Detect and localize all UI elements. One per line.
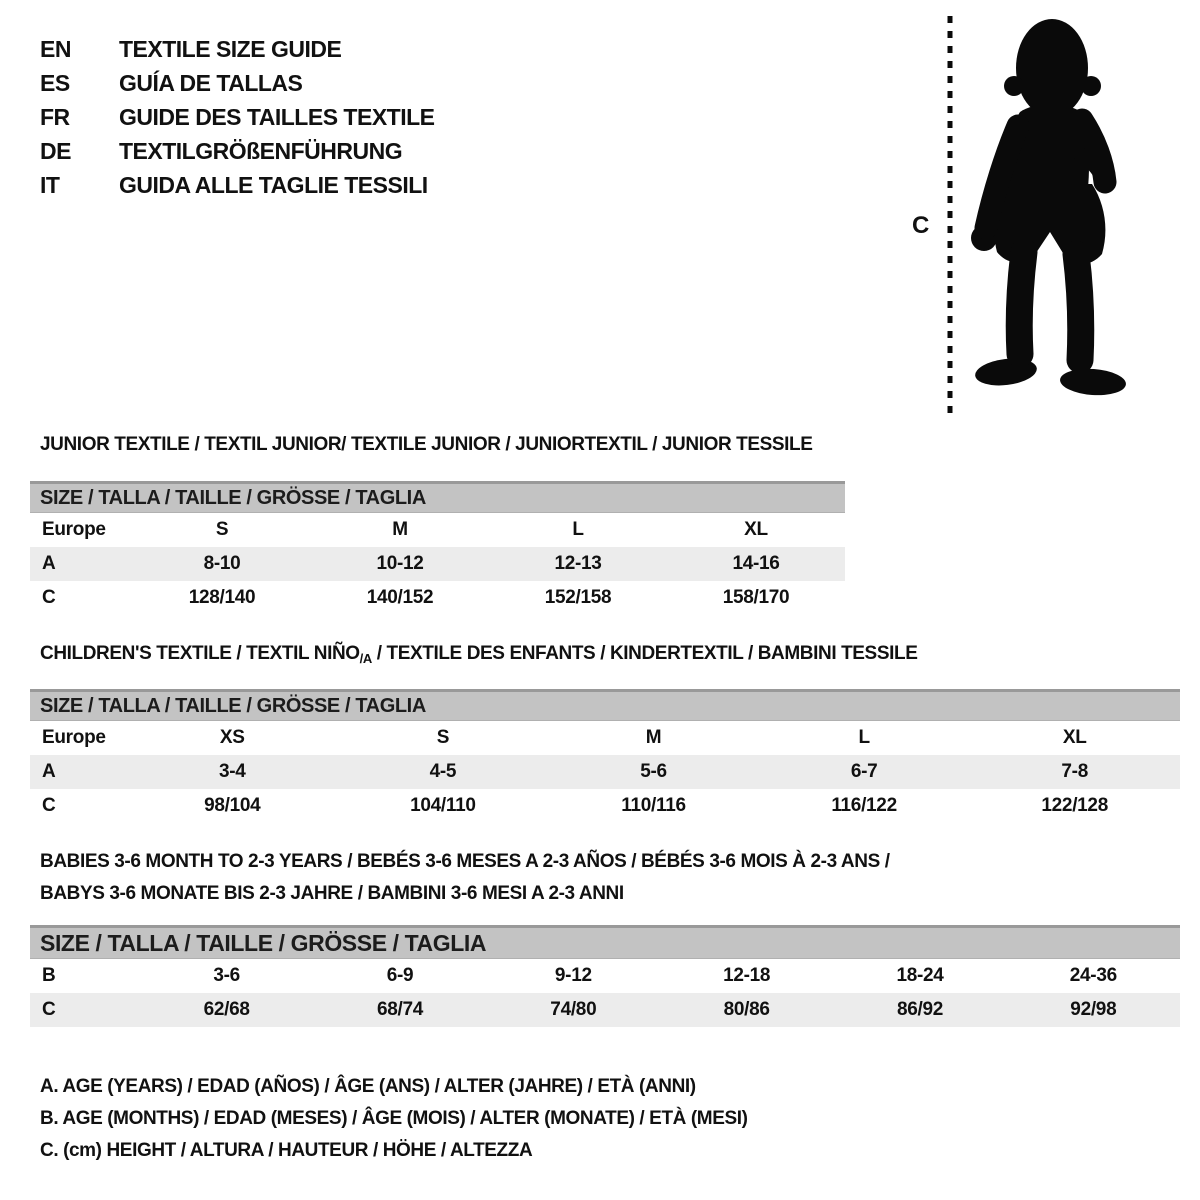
table-cell: 86/92	[896, 999, 944, 1020]
table-cell: 62/68	[203, 999, 250, 1020]
size-header-band: SIZE / TALLA / TAILLE / GRÖSSE / TAGLIA	[30, 689, 1180, 721]
row-label: C	[42, 587, 56, 608]
table-cell: 12-18	[723, 965, 771, 986]
table-cell: 116/122	[831, 795, 897, 816]
row-label: Europe	[42, 727, 106, 748]
row-label: Europe	[42, 519, 106, 540]
table-cell: 7-8	[1061, 761, 1088, 782]
size-column: S	[215, 519, 229, 540]
column-header-row	[30, 513, 845, 547]
size-column: L	[858, 727, 870, 748]
language-code: DE	[40, 137, 71, 164]
table-cell: 68/74	[376, 999, 424, 1020]
language-code: IT	[40, 171, 60, 198]
table-cell: 4-5	[429, 761, 457, 782]
legend-line-age-months: B. AGE (MONTHS) / EDAD (MESES) / ÂGE (MOIS) / ALTER (MONATE) / ETÀ (MESI)	[40, 1108, 748, 1129]
row-label: B	[42, 965, 56, 986]
section-title-text: / TEXTILE DES ENFANTS / KINDERTEXTIL / BAMBINI TESSILE	[371, 643, 918, 664]
guide-title: GUIDE DES TAILLES TEXTILE	[119, 103, 435, 130]
row-label: A	[42, 761, 56, 782]
junior-size-table	[30, 481, 845, 615]
language-row	[40, 100, 435, 134]
row-label: C	[42, 999, 56, 1020]
size-column: XS	[219, 727, 245, 748]
toddler-silhouette-icon	[962, 14, 1140, 418]
language-code: ES	[40, 69, 70, 96]
measure-legend	[40, 1071, 748, 1167]
table-cell: 14-16	[732, 553, 780, 574]
table-cell: 3-6	[213, 965, 240, 986]
size-column: M	[645, 727, 662, 748]
height-dashed-line	[946, 14, 954, 423]
children-section-title	[40, 643, 917, 666]
size-column: L	[572, 519, 584, 540]
legend-line-height: C. (cm) HEIGHT / ALTURA / HAUTEUR / HÖHE / ALTEZZA	[40, 1140, 533, 1161]
table-cell: 10-12	[376, 553, 424, 574]
table-cell: 92/98	[1070, 999, 1117, 1020]
table-cell: 18-24	[896, 965, 944, 986]
guide-title: GUÍA DE TALLAS	[119, 69, 303, 96]
babies-section-title-line2: BABYS 3-6 MONATE BIS 2-3 JAHRE / BAMBINI 3-6 MESI A 2-3 ANNI	[40, 883, 624, 904]
row-label: C	[42, 795, 56, 816]
table-row	[30, 581, 845, 615]
table-cell: 74/80	[550, 999, 597, 1020]
table-cell: 152/158	[544, 587, 612, 608]
height-measure-label: C	[912, 212, 930, 239]
language-row	[40, 32, 435, 66]
size-column: XL	[1062, 727, 1087, 748]
language-row	[40, 66, 435, 100]
toddler-silhouette	[962, 14, 1140, 423]
table-row	[30, 547, 845, 581]
section-title-text: CHILDREN'S TEXTILE / TEXTIL NIÑO	[40, 643, 360, 664]
size-column: XL	[744, 519, 768, 540]
table-row	[30, 789, 1180, 823]
table-row	[30, 755, 1180, 789]
table-cell: 12-13	[554, 553, 602, 574]
table-cell: 158/170	[722, 587, 790, 608]
table-cell: 24-36	[1069, 965, 1117, 986]
dashed-line-icon	[946, 14, 954, 418]
table-cell: 98/104	[204, 795, 261, 816]
column-header-row	[30, 721, 1180, 755]
table-cell: 9-12	[554, 965, 592, 986]
legend-line-age-years: A. AGE (YEARS) / EDAD (AÑOS) / ÂGE (ANS) / ALTER (JAHRE) / ETÀ (ANNI)	[40, 1076, 696, 1097]
language-code: EN	[40, 35, 71, 62]
table-cell: 80/86	[723, 999, 770, 1020]
row-label: A	[42, 553, 56, 574]
language-code: FR	[40, 103, 70, 130]
table-cell: 6-7	[850, 761, 878, 782]
size-column: M	[392, 519, 408, 540]
size-column: S	[436, 727, 450, 748]
table-cell: 122/128	[1041, 795, 1108, 816]
table-cell: 104/110	[410, 795, 476, 816]
junior-section-title: JUNIOR TEXTILE / TEXTIL JUNIOR/ TEXTILE JUNIOR / JUNIORTEXTIL / JUNIOR TESSILE	[40, 434, 813, 455]
table-cell: 140/152	[366, 587, 434, 608]
table-cell: 6-9	[386, 965, 414, 986]
language-title-list	[40, 32, 435, 202]
guide-title: TEXTILGRÖßENFÜHRUNG	[119, 137, 403, 164]
table-cell: 128/140	[188, 587, 256, 608]
table-cell: 5-6	[640, 761, 667, 782]
language-row	[40, 134, 435, 168]
children-size-table	[30, 689, 1180, 823]
babies-size-table	[30, 925, 1180, 1027]
guide-title: TEXTILE SIZE GUIDE	[119, 35, 342, 62]
guide-title: GUIDA ALLE TAGLIE TESSILI	[119, 171, 428, 198]
babies-section-title-line1: BABIES 3-6 MONTH TO 2-3 YEARS / BEBÉS 3-6 MESES A 2-3 AÑOS / BÉBÉS 3-6 MOIS À 2-3 ANS /	[40, 851, 890, 872]
table-cell: 110/116	[621, 795, 686, 816]
table-cell: 3-4	[219, 761, 246, 782]
size-header-band: SIZE / TALLA / TAILLE / GRÖSSE / TAGLIA	[30, 925, 1180, 959]
section-title-subscript: /A	[359, 651, 372, 666]
language-row	[40, 168, 435, 202]
table-row	[30, 993, 1180, 1027]
table-row	[30, 959, 1180, 993]
table-cell: 8-10	[203, 553, 241, 574]
size-header-band: SIZE / TALLA / TAILLE / GRÖSSE / TAGLIA	[30, 481, 845, 513]
